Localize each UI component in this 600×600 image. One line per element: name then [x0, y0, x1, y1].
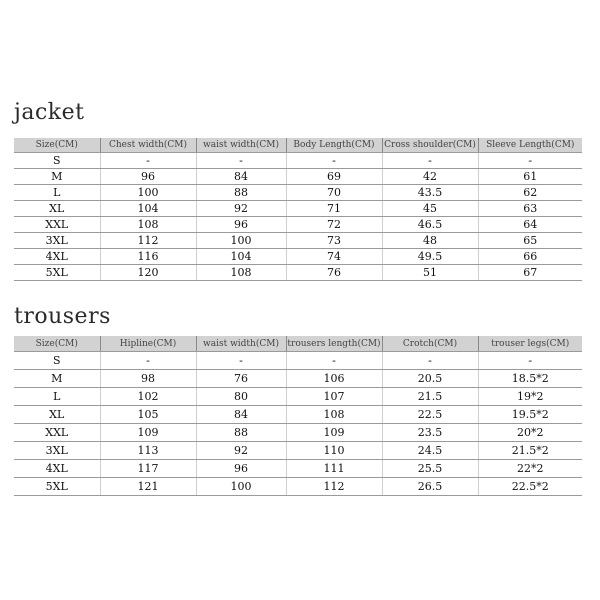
trousers-value-cell: - — [196, 352, 286, 370]
jacket-table-row — [14, 185, 582, 201]
trousers-value-cell: 105 — [100, 406, 196, 424]
jacket-value-cell: 100 — [196, 233, 286, 249]
trousers-value-cell: 20*2 — [478, 424, 582, 442]
trousers-value-cell: - — [100, 352, 196, 370]
trousers-value-cell: 107 — [286, 388, 382, 406]
jacket-value-cell: 49.5 — [382, 249, 478, 265]
trousers-value-cell: 88 — [196, 424, 286, 442]
jacket-value-cell: 112 — [100, 233, 196, 249]
jacket-size-table — [14, 138, 582, 281]
jacket-value-cell: 43.5 — [382, 185, 478, 201]
jacket-value-cell: - — [478, 153, 582, 169]
trousers-size-cell: XXL — [14, 424, 100, 442]
jacket-size-cell: XXL — [14, 217, 100, 233]
trousers-value-cell: - — [286, 352, 382, 370]
trousers-header-trousers-length: trousers length(CM) — [286, 336, 382, 352]
jacket-header-row — [14, 138, 582, 153]
trousers-value-cell: 21.5*2 — [478, 442, 582, 460]
jacket-value-cell: 96 — [196, 217, 286, 233]
jacket-value-cell: 69 — [286, 169, 382, 185]
trousers-value-cell: 21.5 — [382, 388, 478, 406]
jacket-value-cell: 116 — [100, 249, 196, 265]
trousers-value-cell: 98 — [100, 370, 196, 388]
trousers-value-cell: 80 — [196, 388, 286, 406]
jacket-header-cross-shoulder: Cross shoulder(CM) — [382, 138, 478, 153]
jacket-value-cell: 67 — [478, 265, 582, 281]
jacket-value-cell: 74 — [286, 249, 382, 265]
jacket-value-cell: - — [286, 153, 382, 169]
trousers-header-size: Size(CM) — [14, 336, 100, 352]
trousers-value-cell: 109 — [286, 424, 382, 442]
jacket-value-cell: 76 — [286, 265, 382, 281]
trousers-value-cell: 109 — [100, 424, 196, 442]
trousers-value-cell: 121 — [100, 478, 196, 496]
jacket-header-sleeve-length: Sleeve Length(CM) — [478, 138, 582, 153]
trousers-size-cell: M — [14, 370, 100, 388]
jacket-value-cell: 65 — [478, 233, 582, 249]
trousers-header-hipline: Hipline(CM) — [100, 336, 196, 352]
trousers-size-cell: L — [14, 388, 100, 406]
jacket-table-row — [14, 201, 582, 217]
trousers-size-cell: XL — [14, 406, 100, 424]
trousers-value-cell: 84 — [196, 406, 286, 424]
jacket-size-cell: M — [14, 169, 100, 185]
trousers-value-cell: 112 — [286, 478, 382, 496]
trousers-table-row — [14, 424, 582, 442]
jacket-header-size: Size(CM) — [14, 138, 100, 153]
jacket-value-cell: 61 — [478, 169, 582, 185]
trousers-value-cell: 117 — [100, 460, 196, 478]
jacket-value-cell: 73 — [286, 233, 382, 249]
jacket-value-cell: 84 — [196, 169, 286, 185]
jacket-value-cell: - — [196, 153, 286, 169]
trousers-value-cell: 22.5*2 — [478, 478, 582, 496]
trousers-value-cell: 106 — [286, 370, 382, 388]
trousers-value-cell: 92 — [196, 442, 286, 460]
trousers-size-table — [14, 336, 582, 496]
trousers-value-cell: 22.5 — [382, 406, 478, 424]
trousers-size-cell: 3XL — [14, 442, 100, 460]
jacket-table-row — [14, 169, 582, 185]
trousers-value-cell: 108 — [286, 406, 382, 424]
jacket-size-cell: L — [14, 185, 100, 201]
trousers-value-cell: 18.5*2 — [478, 370, 582, 388]
trousers-table-row — [14, 406, 582, 424]
jacket-value-cell: 108 — [100, 217, 196, 233]
trousers-header-trouser-legs: trouser legs(CM) — [478, 336, 582, 352]
trousers-size-cell: 5XL — [14, 478, 100, 496]
trousers-value-cell: - — [478, 352, 582, 370]
trousers-value-cell: 96 — [196, 460, 286, 478]
trousers-table-row — [14, 370, 582, 388]
trousers-value-cell: 20.5 — [382, 370, 478, 388]
jacket-value-cell: 42 — [382, 169, 478, 185]
trousers-header-waist-width: waist width(CM) — [196, 336, 286, 352]
jacket-value-cell: 104 — [196, 249, 286, 265]
jacket-value-cell: 66 — [478, 249, 582, 265]
jacket-table-row — [14, 233, 582, 249]
trousers-table-row — [14, 352, 582, 370]
jacket-value-cell: 63 — [478, 201, 582, 217]
jacket-value-cell: 64 — [478, 217, 582, 233]
trousers-value-cell: 110 — [286, 442, 382, 460]
jacket-size-cell: 4XL — [14, 249, 100, 265]
trousers-value-cell: 113 — [100, 442, 196, 460]
jacket-value-cell: 120 — [100, 265, 196, 281]
jacket-value-cell: 71 — [286, 201, 382, 217]
jacket-size-cell: 5XL — [14, 265, 100, 281]
jacket-table-row — [14, 217, 582, 233]
trousers-value-cell: 19*2 — [478, 388, 582, 406]
trousers-value-cell: 25.5 — [382, 460, 478, 478]
jacket-value-cell: 70 — [286, 185, 382, 201]
jacket-value-cell: 45 — [382, 201, 478, 217]
jacket-size-cell: 3XL — [14, 233, 100, 249]
trousers-size-cell: S — [14, 352, 100, 370]
trousers-size-cell: 4XL — [14, 460, 100, 478]
trousers-table-row — [14, 460, 582, 478]
trousers-value-cell: - — [382, 352, 478, 370]
jacket-value-cell: 96 — [100, 169, 196, 185]
trousers-value-cell: 22*2 — [478, 460, 582, 478]
trousers-title: trousers — [14, 304, 111, 329]
trousers-value-cell: 102 — [100, 388, 196, 406]
jacket-size-cell: XL — [14, 201, 100, 217]
trousers-value-cell: 111 — [286, 460, 382, 478]
jacket-header-waist-width: waist width(CM) — [196, 138, 286, 153]
jacket-value-cell: 72 — [286, 217, 382, 233]
jacket-value-cell: 104 — [100, 201, 196, 217]
trousers-value-cell: 19.5*2 — [478, 406, 582, 424]
jacket-table-row — [14, 265, 582, 281]
jacket-value-cell: - — [100, 153, 196, 169]
trousers-table-row — [14, 388, 582, 406]
jacket-value-cell: 92 — [196, 201, 286, 217]
jacket-value-cell: 100 — [100, 185, 196, 201]
jacket-value-cell: 108 — [196, 265, 286, 281]
jacket-value-cell: 51 — [382, 265, 478, 281]
jacket-value-cell: 62 — [478, 185, 582, 201]
jacket-table-row — [14, 249, 582, 265]
jacket-value-cell: 46.5 — [382, 217, 478, 233]
trousers-value-cell: 23.5 — [382, 424, 478, 442]
jacket-value-cell: 88 — [196, 185, 286, 201]
jacket-value-cell: 48 — [382, 233, 478, 249]
trousers-value-cell: 76 — [196, 370, 286, 388]
jacket-table-row — [14, 153, 582, 169]
jacket-value-cell: - — [382, 153, 478, 169]
jacket-size-cell: S — [14, 153, 100, 169]
trousers-header-row — [14, 336, 582, 352]
trousers-table-row — [14, 442, 582, 460]
jacket-title: jacket — [14, 100, 85, 125]
jacket-header-body-length: Body Length(CM) — [286, 138, 382, 153]
trousers-value-cell: 100 — [196, 478, 286, 496]
jacket-header-chest-width: Chest width(CM) — [100, 138, 196, 153]
trousers-table-row — [14, 478, 582, 496]
trousers-header-crotch: Crotch(CM) — [382, 336, 478, 352]
trousers-value-cell: 24.5 — [382, 442, 478, 460]
trousers-value-cell: 26.5 — [382, 478, 478, 496]
